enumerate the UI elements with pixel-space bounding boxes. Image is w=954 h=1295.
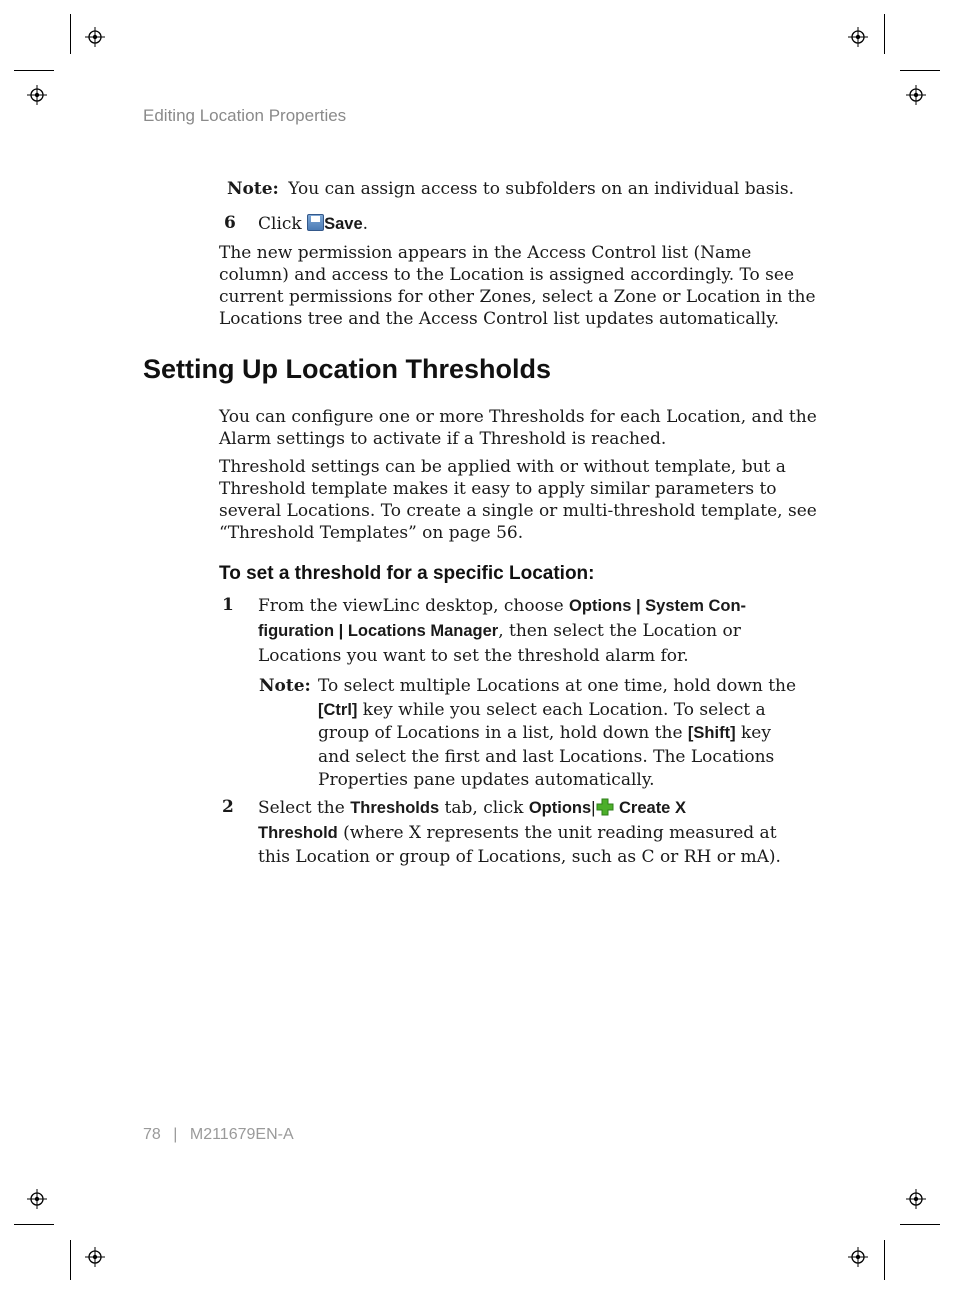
crop-mark <box>900 70 940 71</box>
crop-mark <box>70 1240 71 1280</box>
note-text <box>318 675 796 793</box>
note-line <box>318 699 796 723</box>
step-text-click: Click <box>258 214 302 234</box>
step-text <box>258 594 746 669</box>
step-line: Locations you want to set the threshold alarm for. <box>258 646 689 666</box>
ui-menu-path: Options | System Con- <box>569 597 747 615</box>
paragraph <box>219 456 817 544</box>
crop-mark <box>884 1240 885 1280</box>
ui-menu-path: figuration | Locations Manager <box>258 622 499 640</box>
note-text: You can assign access to subfolders on an individual basis. <box>288 179 795 199</box>
registration-mark-icon <box>27 1189 47 1209</box>
step-text <box>258 796 781 870</box>
paragraph-line: You can configure one or more Thresholds for each Location, and the <box>219 407 817 427</box>
registration-mark-icon <box>848 27 868 47</box>
step-number: 2 <box>222 797 234 817</box>
note-line: To select multiple Locations at one time, hold down the <box>318 676 797 696</box>
note-label: Note: <box>227 179 279 199</box>
paragraph-line: Threshold settings can be applied with or without template, but a <box>219 457 786 477</box>
crop-mark <box>884 14 885 54</box>
paragraph <box>219 242 816 330</box>
page-footer <box>143 1126 294 1144</box>
footer-separator: | <box>173 1126 178 1143</box>
ui-key-ctrl: [Ctrl] <box>318 700 358 719</box>
crop-mark <box>14 1224 54 1225</box>
document-id: M211679EN-A <box>189 1126 294 1143</box>
registration-mark-icon <box>85 27 105 47</box>
paragraph-line: The new permission appears in the Access Control list (Name <box>219 243 752 263</box>
section-heading: Setting Up Location Thresholds <box>143 354 552 384</box>
registration-mark-icon <box>906 85 926 105</box>
step-text-part: Select the <box>258 798 345 818</box>
ui-tab-thresholds: Thresholds <box>350 799 440 817</box>
note-line: and select the first and last Locations. The Locations <box>318 746 775 767</box>
running-header: Editing Location Properties <box>143 106 347 125</box>
crop-mark <box>70 14 71 54</box>
paragraph-line: Locations tree and the Access Control list updates automatically. <box>219 309 779 329</box>
ui-key-shift: [Shift] <box>687 724 736 742</box>
registration-mark-icon <box>85 1247 105 1267</box>
paragraph-line: Alarm settings to activate if a Threshold is reached. <box>219 429 667 449</box>
note-label: Note: <box>259 676 311 696</box>
punctuation: . <box>362 214 369 234</box>
paragraph <box>219 406 817 450</box>
step-line <box>258 594 746 619</box>
note-text-part: key while you select each Location. To select a <box>357 699 766 720</box>
step-text-part: tab, click <box>439 798 524 818</box>
registration-mark-icon <box>27 85 47 105</box>
procedure-heading: To set a threshold for a specific Location: <box>219 563 595 584</box>
step-text <box>258 213 368 235</box>
ui-create-threshold: Threshold <box>258 823 338 842</box>
ui-create-threshold: Create X <box>619 799 686 817</box>
step-line <box>258 619 746 644</box>
plus-icon <box>596 798 614 816</box>
registration-mark-icon <box>848 1247 868 1267</box>
step-text-part: From the viewLinc desktop, choose <box>258 596 564 616</box>
crop-mark <box>900 1224 940 1225</box>
note-line: Properties pane updates automatically. <box>318 770 655 790</box>
note-line <box>318 722 796 746</box>
save-icon <box>307 214 324 231</box>
paragraph-line: several Locations. To create a single or multi-threshold template, see <box>219 501 817 521</box>
step-number: 6 <box>224 213 236 233</box>
note-text-part: key <box>735 723 771 743</box>
ui-options: Options <box>528 799 592 817</box>
step-text-part: (where X represents the unit reading measured at <box>337 822 777 843</box>
paragraph-line: current permissions for other Zones, select a Zone or Location in the <box>219 287 816 307</box>
paragraph-line: Threshold template makes it easy to apply similar parameters to <box>219 479 777 499</box>
step-number: 1 <box>222 595 234 615</box>
paragraph-line: column) and access to the Location is assigned accordingly. To see <box>219 265 795 285</box>
note <box>227 178 794 200</box>
ui-save-label: Save <box>324 215 363 233</box>
step-line: this Location or group of Locations, such as C or RH or mA). <box>258 847 781 867</box>
page-number: 78 <box>143 1126 161 1143</box>
crop-mark <box>14 70 54 71</box>
step-line <box>258 796 781 821</box>
step-text-part: , then select the Location or <box>498 621 741 641</box>
step-line <box>258 821 781 846</box>
separator: | <box>591 798 596 817</box>
note-text-part: group of Locations in a list, hold down the <box>318 723 683 743</box>
registration-mark-icon <box>906 1189 926 1209</box>
paragraph-line: “Threshold Templates” on page 56. <box>219 523 524 543</box>
